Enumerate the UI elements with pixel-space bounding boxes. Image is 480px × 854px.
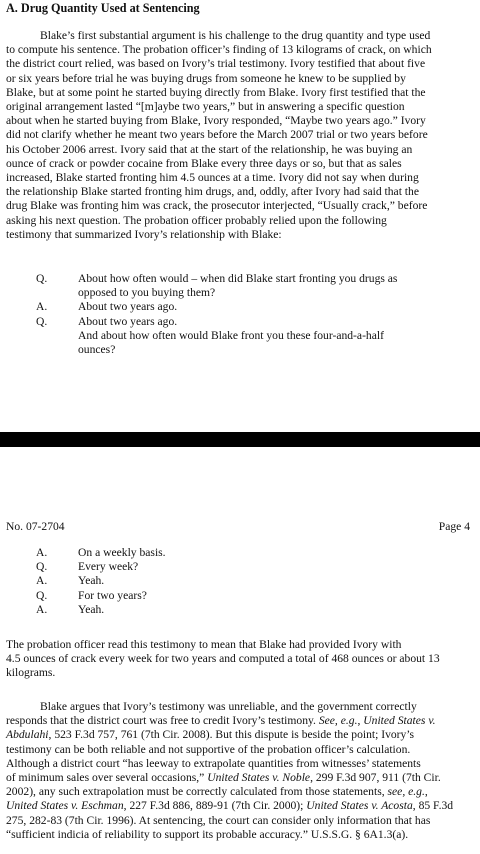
paragraph-line: 275, 282-83 (7th Cir. 1996). At sentencing, the court can consider only information that has	[6, 813, 431, 827]
opinion-paragraph	[6, 700, 472, 842]
paragraph-line: the district court relied, was based on Ivory’s trial testimony. Ivory testified that about five	[6, 57, 426, 71]
paragraph-line: about when he started buying from Blake, Ivory responded, “Maybe two years ago.” Ivory	[6, 114, 426, 128]
speaker-label: Q.	[36, 560, 48, 574]
speaker-label: Q.	[36, 588, 48, 602]
testimony-text: For two years?	[78, 588, 147, 602]
testimony-text: Every week?	[78, 560, 139, 574]
page-number: Page 4	[438, 520, 470, 533]
paragraph-line: or six years before trial he was buying drugs from someone he knew to be supplied by	[6, 71, 406, 85]
paragraph-line: “sufficient indicia of reliability to support its probable accuracy.” U.S.S.G. § 6A1.3(a).	[6, 827, 409, 841]
paragraph-line: 4.5 ounces of crack every week for two years and computed a total of 468 ounces or about 13	[6, 652, 440, 666]
paragraph-line: the relationship Blake started fronting him drugs, and, oddly, after Ivory had said that the	[6, 185, 419, 199]
paragraph-line: 2002), any such extrapolation must be correctly calculated from those statements, see, e.g.,	[6, 785, 428, 799]
paragraph-line: Blake argues that Ivory’s testimony was unreliable, and the government correctly	[40, 700, 417, 713]
speaker-label: Q.	[36, 314, 48, 328]
paragraph-line: did not clarify whether he meant two years before the March 2007 trial or two years before	[6, 128, 428, 142]
paragraph-line: Abdulahi, 523 F.3d 757, 761 (7th Cir. 2008). But this dispute is beside the point; Ivory’s	[6, 728, 415, 742]
paragraph-line: of minimum sales over several occasions,” United States v. Noble, 299 F.3d 907, 911 (7th Cir.	[6, 771, 441, 785]
testimony-text: Yeah.	[78, 602, 105, 616]
paragraph-line: original arrangement lasted “[m]aybe two years,” but in answering a specific question	[6, 100, 405, 114]
testimony-text: About how often would – when did Blake start fronting you drugs as	[78, 272, 398, 285]
paragraph-line: testimony can be both reliable and not supportive of the probation officer’s calculation.	[6, 742, 411, 756]
document-page-2	[0, 447, 480, 854]
testimony-text: ounces?	[78, 342, 116, 356]
section-heading: A. Drug Quantity Used at Sentencing	[6, 1, 200, 15]
speaker-label: A.	[36, 602, 48, 616]
paragraph-line: kilograms.	[6, 666, 56, 680]
speaker-label: A.	[36, 300, 48, 314]
paragraph-line: Although a district court “has leeway to extrapolate quantities from witnesses’ statements	[6, 756, 421, 770]
testimony-text: About two years ago.	[78, 314, 178, 328]
speaker-label: A.	[36, 546, 48, 559]
paragraph-line: testimony that summarized Ivory’s relationship with Blake:	[6, 227, 282, 241]
opinion-paragraph	[6, 29, 472, 242]
testimony-text: On a weekly basis.	[78, 546, 166, 559]
paragraph-line: Blake, but at some point he started buying directly from Blake. Ivory first testified that the	[6, 85, 426, 99]
testimony-text: Yeah.	[78, 574, 105, 588]
paragraph-line: ounce of crack or powder cocaine from Blake every three days or so, but that as sales	[6, 156, 402, 170]
paragraph-line: drug Blake was fronting him was crack, the prosecutor interjected, “Usually crack,” before	[6, 199, 428, 213]
testimony-text: opposed to you buying them?	[78, 286, 216, 300]
speaker-label: A.	[36, 574, 48, 588]
paragraph-line: to compute his sentence. The probation officer’s finding of 13 kilograms of crack, on which	[6, 43, 432, 57]
testimony-text: And about how often would Blake front you these four-and-a-half	[78, 328, 384, 342]
paragraph-line: Blake’s first substantial argument is his challenge to the drug quantity and type used	[40, 29, 431, 42]
paragraph-line: increased, Blake started fronting him 4.5 ounces at a time. Ivory did not say when during	[6, 171, 419, 185]
paragraph-line: United States v. Eschman, 227 F.3d 886, 889-91 (7th Cir. 2000); United States v. Acosta, 85 F.3d	[6, 799, 454, 813]
case-number: No. 07-2704	[6, 520, 65, 533]
opinion-paragraph	[6, 638, 472, 681]
paragraph-line: his October 2006 arrest. Ivory said that at the start of the relationship, he was buying an	[6, 142, 413, 156]
paragraph-line: The probation officer read this testimony to mean that Blake had provided Ivory with	[6, 638, 402, 651]
speaker-label: Q.	[36, 272, 48, 285]
paragraph-line: asking his next question. The probation officer probably relied upon the following	[6, 213, 387, 227]
paragraph-line: responds that the district court was free to credit Ivory’s testimony. See, e.g., United States v.	[6, 714, 436, 728]
testimony-text: About two years ago.	[78, 300, 178, 314]
